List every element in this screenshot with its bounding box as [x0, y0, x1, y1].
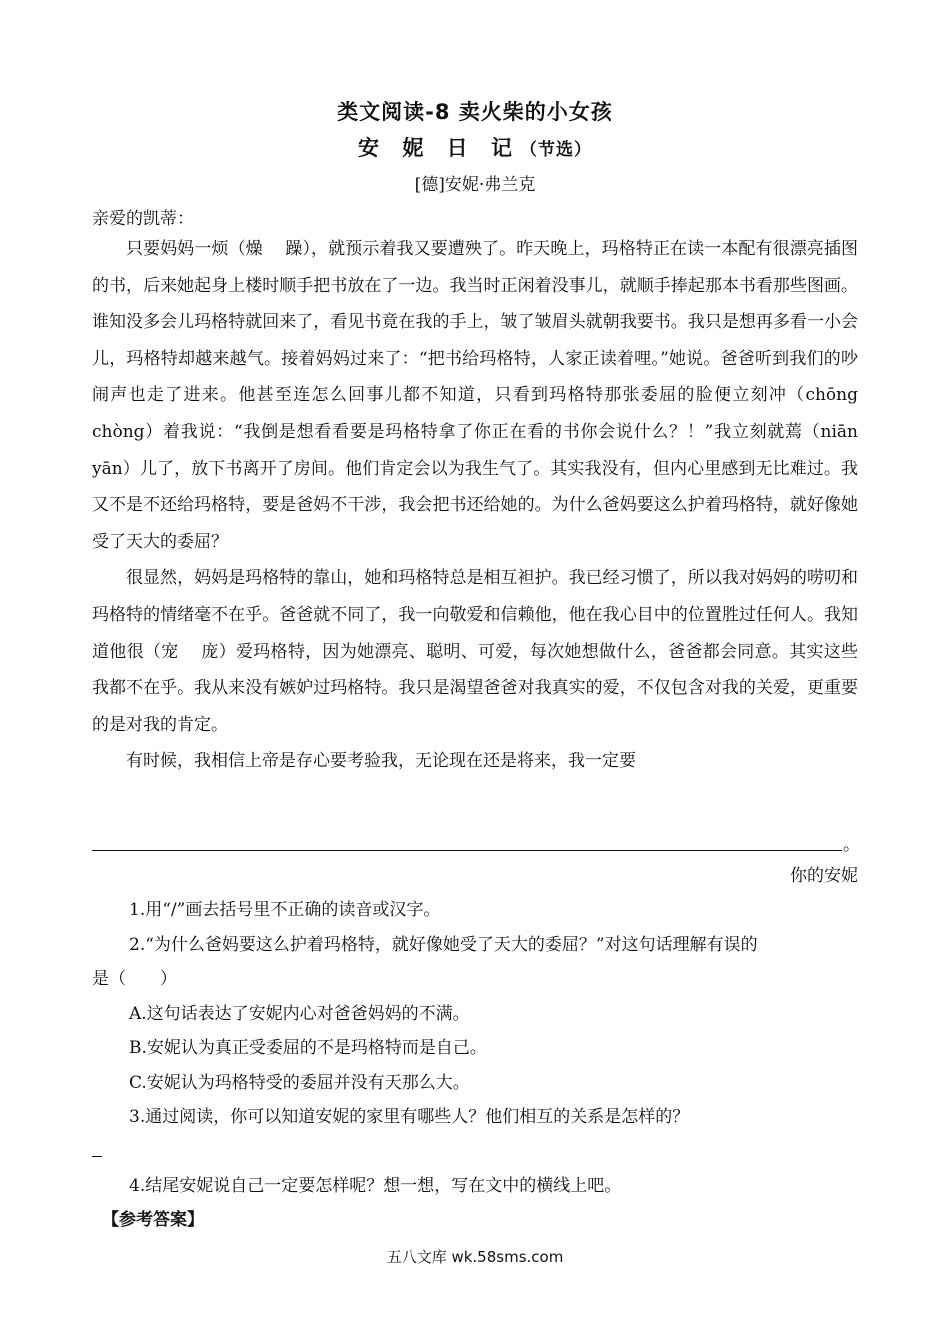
- question-2: 2.“为什么爸妈要这么护着玛格特，就好像她受了天大的委屈？”对这句话理解有误的: [129, 934, 758, 955]
- question-3: 3.通过阅读，你可以知道安妮的家里有哪些人？他们相互的关系是怎样的？: [129, 1107, 690, 1127]
- answer-blank-mark[interactable]: [92, 1135, 858, 1169]
- paragraph: 很显然，妈妈是玛格特的靠山，她和玛格特总是相互袒护。我已经习惯了，所以我对妈妈的唠叨和玛格特的情绪毫不在乎。爸爸就不同了，我一向敬爱和信赖他，他在我心目中的位置胜过任何人。我知道他很（宠 庞）爱玛格特，因为她漂亮、聪明、可爱，每次她想做什么，爸爸都会同意。其实这些我都不在乎。我从来没有嫉妒过玛格特。我只是渴望爸爸对我真实的爱，不仅包含对我的关爱，更重要的是对我的肯定。: [92, 568, 858, 735]
- paragraph: 只要妈妈一烦（燥 躁），就预示着我又要遭殃了。昨天晚上，玛格特正在读一本配有很漂亮插图的书，后来她起身上楼时顺手把书放在了一边。我当时正闲着没事儿，就顺手捧起那本书看那些图画。谁知没多会儿玛格特就回来了，看见书竟在我的手上，皱了皱眉头就朝我要书。我只是想再多看一小会儿，玛格特却越来越气。接着妈妈过来了：“把书给玛格特，人家正读着哩。”她说。爸爸听到我们的吵闹声也走了进来。他甚至连怎么回事儿都不知道，只看到玛格特那张委屈的脸便立刻冲（chōng chòng）着我说：“我倒是想看看要是玛格特拿了你正在看的书你会说什么？！”我立刻就蔫（niān yān）儿了，放下书离开了房间。他们肯定会以为我生气了。其实我没有，但内心里感到无比难过。我又不是不还给玛格特，要是爸妈不干涉，我会把书还给她的。为什么爸妈要这么护着玛格特，就好像她受了天大的委屈？: [92, 239, 875, 552]
- answer-header: 【参考答案】: [102, 1210, 204, 1230]
- author-line: [德]安妮·弗兰克: [414, 175, 536, 195]
- fill-in-blank-line[interactable]: [92, 850, 842, 851]
- option-c: C.安妮认为玛格特受的委屈并没有天那么大。: [129, 1072, 470, 1093]
- document-title: 类文阅读-8 卖火柴的小女孩: [337, 100, 613, 124]
- option-b: B.安妮认为真正受委屈的不是玛格特而是自己。: [129, 1038, 487, 1058]
- letter-salutation: 亲爱的凯蒂：: [92, 209, 194, 229]
- letter-body: [92, 231, 875, 780]
- paragraph: 有时候，我相信上帝是存心要考验我，无论现在还是将来，我一定要: [126, 751, 636, 772]
- article-title: [0, 132, 950, 162]
- blank-end-period: 。: [843, 835, 860, 855]
- questions-section: [92, 893, 858, 1238]
- question-4: 4.结尾安妮说自己一定要怎样呢？想一想，写在文中的横线上吧。: [129, 1175, 622, 1196]
- article-title-note: （节选）: [519, 140, 592, 160]
- letter-signoff: 你的安妮: [790, 866, 858, 886]
- question-2-continuation: 是（ ）: [92, 969, 177, 989]
- question-1: 1.用“/”画去括号里不正确的读音或汉字。: [129, 900, 441, 920]
- option-a: A.这句话表达了安妮内心对爸爸妈妈的不满。: [129, 1003, 470, 1024]
- article-title-text: 安 妮 日 记: [358, 136, 520, 160]
- footer-watermark: 五八文库 wk.58sms.com: [386, 1248, 564, 1266]
